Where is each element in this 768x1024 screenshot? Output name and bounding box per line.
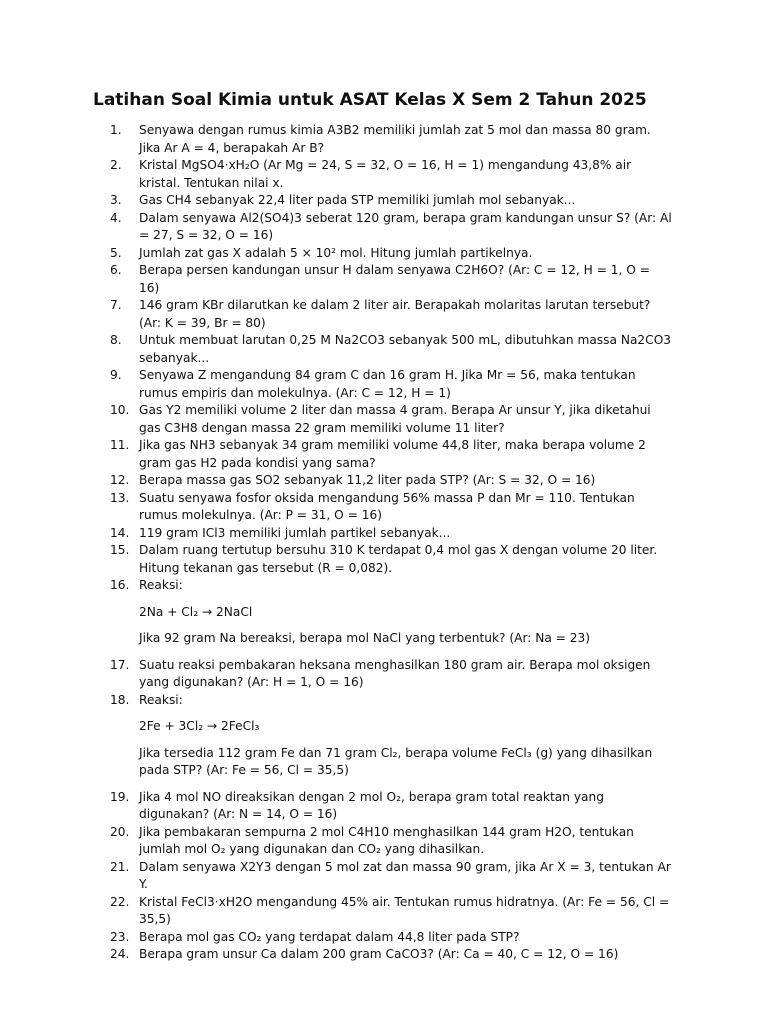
page-title: Latihan Soal Kimia untuk ASAT Kelas X Sem 2 Tahun 2025 <box>93 90 647 110</box>
question-item <box>0 402 674 437</box>
question-item <box>0 946 674 964</box>
question-item <box>0 577 674 648</box>
question-text: Jika gas NH3 sebanyak 34 gram memiliki volume 44,8 liter, maka berapa volume 2 gram gas H2 pada kondisi yang sama? <box>139 438 646 470</box>
question-item <box>0 929 674 947</box>
question-number: 23. <box>110 929 130 944</box>
question-number: 24. <box>110 947 130 961</box>
question-item <box>0 542 674 577</box>
question-text: Dalam senyawa Al2(SO4)3 seberat 120 gram, berapa gram kandungan unsur S? (Ar: Al = 27, S = 32, O = 16) <box>139 210 672 242</box>
question-number: 22. <box>110 894 130 909</box>
question-item <box>0 297 674 332</box>
question-item <box>0 122 674 157</box>
question-item <box>0 789 674 824</box>
question-number: 8. <box>110 333 122 347</box>
question-item <box>0 490 674 525</box>
question-text: Senyawa dengan rumus kimia A3B2 memiliki jumlah zat 5 mol dan massa 80 gram. Jika Ar A = 4, berapakah Ar B? <box>139 123 651 155</box>
question-number: 1. <box>110 123 122 137</box>
question-text: Berapa gram unsur Ca dalam 200 gram CaCO3? (Ar: Ca = 40, C = 12, O = 16) <box>139 947 619 961</box>
question-item <box>0 332 674 367</box>
question-text: Jika pembakaran sempurna 2 mol C4H10 menghasilkan 144 gram H2O, tentukan jumlah mol O₂ yang digunakan dan CO₂ yang dihasilkan. <box>139 824 634 856</box>
reaction-equation: 2Fe + 3Cl₂ → 2FeCl₃ <box>139 719 260 733</box>
question-number: 19. <box>110 789 130 804</box>
question-item <box>0 472 674 490</box>
question-list <box>0 122 768 964</box>
question-text: Suatu reaksi pembakaran heksana menghasilkan 180 gram air. Berapa mol oksigen yang digunakan? (Ar: H = 1, O = 16) <box>139 657 651 689</box>
question-number: 9. <box>110 368 122 382</box>
question-number: 5. <box>110 245 122 260</box>
question-text: Gas CH4 sebanyak 22,4 liter pada STP memiliki jumlah mol sebanyak... <box>139 193 576 207</box>
question-text: Berapa persen kandungan unsur H dalam senyawa C2H6O? (Ar: C = 12, H = 1, O = 16) <box>139 263 650 295</box>
question-item <box>0 245 674 263</box>
question-number: 6. <box>110 263 122 277</box>
question-text: Jumlah zat gas X adalah 5 × 10² mol. Hitung jumlah partikelnya. <box>139 245 533 260</box>
question-item <box>0 525 674 543</box>
question-followup: Jika 92 gram Na bereaksi, berapa mol NaCl yang terbentuk? (Ar: Na = 23) <box>139 631 591 645</box>
question-number: 10. <box>110 403 130 417</box>
question-text: Untuk membuat larutan 0,25 M Na2CO3 sebanyak 500 mL, dibutuhkan massa Na2CO3 sebanyak... <box>139 333 672 365</box>
question-item <box>0 894 674 929</box>
question-text: Gas Y2 memiliki volume 2 liter dan massa 4 gram. Berapa Ar unsur Y, jika diketahui gas C3H8 dengan massa 22 gram memiliki volume 11 liter? <box>139 403 651 435</box>
question-text: Jika 4 mol NO direaksikan dengan 2 mol O₂, berapa gram total reaktan yang digunakan? (Ar: N = 14, O = 16) <box>139 789 604 821</box>
question-number: 7. <box>110 298 122 312</box>
question-item <box>0 824 674 859</box>
question-number: 12. <box>110 473 130 487</box>
question-number: 20. <box>110 824 130 839</box>
question-item <box>0 437 674 472</box>
question-number: 21. <box>110 859 130 874</box>
question-number: 18. <box>110 692 130 707</box>
question-text: Suatu senyawa fosfor oksida mengandung 56% massa P dan Mr = 110. Tentukan rumus molekulnya. (Ar: P = 31, O = 16) <box>139 490 635 522</box>
question-text: Kristal FeCl3·xH2O mengandung 45% air. Tentukan rumus hidratnya. (Ar: Fe = 56, Cl = 35,5) <box>139 894 670 926</box>
question-text: Reaksi: <box>139 692 183 707</box>
question-item <box>0 657 674 692</box>
question-text: 146 gram KBr dilarutkan ke dalam 2 liter air. Berapakah molaritas larutan tersebut? (Ar: K = 39, Br = 80) <box>139 298 651 330</box>
question-number: 16. <box>110 578 130 592</box>
question-number: 13. <box>110 490 130 505</box>
question-item <box>0 192 674 210</box>
question-item <box>0 157 674 192</box>
question-text: Senyawa Z mengandung 84 gram C dan 16 gram H. Jika Mr = 56, maka tentukan rumus empiris dan molekulnya. (Ar: C = 12, H = 1) <box>139 368 636 400</box>
question-item <box>0 210 674 245</box>
question-item <box>0 367 674 402</box>
question-text: Berapa massa gas SO2 sebanyak 11,2 liter pada STP? (Ar: S = 32, O = 16) <box>139 473 596 487</box>
question-number: 4. <box>110 210 122 225</box>
reaction-equation: 2Na + Cl₂ → 2NaCl <box>139 604 253 619</box>
question-text: Reaksi: <box>139 578 183 592</box>
question-text: Dalam ruang tertutup bersuhu 310 K terdapat 0,4 mol gas X dengan volume 20 liter. Hitung tekanan gas tersebut (R = 0,082). <box>139 543 658 575</box>
question-number: 3. <box>110 193 122 207</box>
question-text: Dalam senyawa X2Y3 dengan 5 mol zat dan massa 90 gram, jika Ar X = 3, tentukan Ar Y. <box>139 859 671 891</box>
question-item <box>0 692 674 780</box>
question-number: 11. <box>110 438 130 452</box>
question-text: Berapa mol gas CO₂ yang terdapat dalam 44,8 liter pada STP? <box>139 929 520 944</box>
question-number: 2. <box>110 158 122 172</box>
question-number: 15. <box>110 543 130 557</box>
question-number: 17. <box>110 657 130 672</box>
question-text: Kristal MgSO4·xH₂O (Ar Mg = 24, S = 32, O = 16, H = 1) mengandung 43,8% air kristal. Tentukan nilai x. <box>139 158 632 190</box>
question-item <box>0 859 674 894</box>
question-followup: Jika tersedia 112 gram Fe dan 71 gram Cl₂, berapa volume FeCl₃ (g) yang dihasilkan pada STP? (Ar: Fe = 56, Cl = 35,5) <box>139 745 653 777</box>
question-item <box>0 262 674 297</box>
question-number: 14. <box>110 525 130 540</box>
question-text: 119 gram ICl3 memiliki jumlah partikel sebanyak... <box>139 525 451 540</box>
